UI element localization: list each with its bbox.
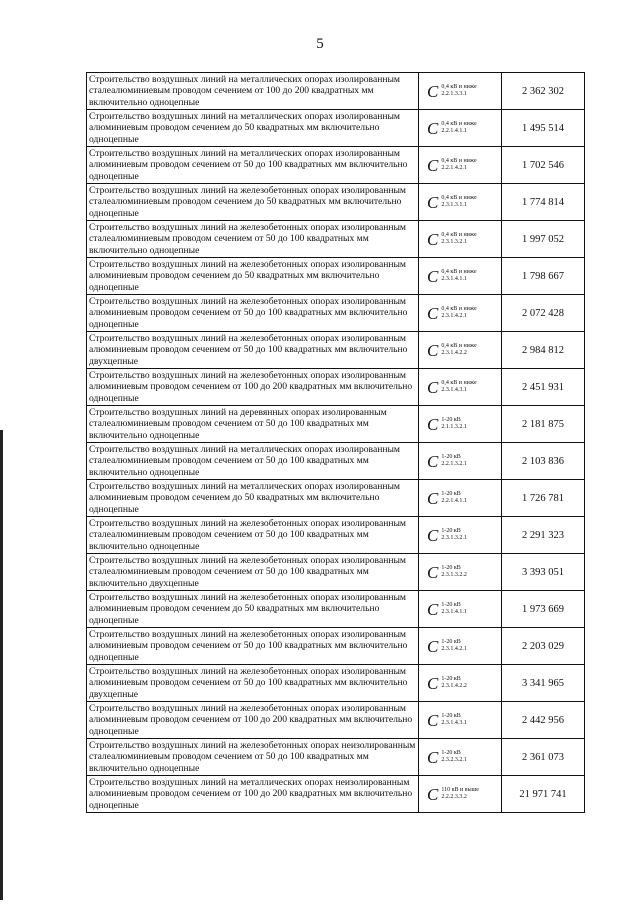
row-description: Строительство воздушных линий на металлических опорах неизолированным алюминиевым проводом сечением от 100 до 200 квадратных мм включительно одноцепные: [87, 776, 419, 813]
table-row: [87, 147, 585, 184]
row-description: Строительство воздушных линий на металлических опорах изолированным сталеалюминиевым проводом сечением от 50 до 100 квадратных мм включительно одноцепные: [87, 443, 419, 480]
row-description: Строительство воздушных линий на металлических опорах изолированным алюминиевым проводом сечением до 50 квадратных мм включительно одноцепные: [87, 110, 419, 147]
rate-code: 2.3.1.4.2.2: [441, 350, 467, 356]
row-description: Строительство воздушных линий на металлических опорах изолированным алюминиевым проводом сечением от 50 до 100 квадратных мм включительно одноцепные: [87, 147, 419, 184]
voltage-label: 0,4 кВ и ниже: [441, 342, 477, 349]
rate-symbol: C: [427, 451, 439, 471]
rate-code: 2.3.1.4.2.2: [441, 683, 467, 689]
row-code-cell: [419, 665, 502, 702]
row-code-cell: [419, 147, 502, 184]
row-description: Строительство воздушных линий на металлических опорах изолированным сталеалюминиевым проводом сечением от 100 до 200 квадратных мм включительно одноцепные: [87, 73, 419, 110]
rate-symbol: C: [427, 155, 439, 175]
row-code-cell: [419, 221, 502, 258]
row-code-cell: [419, 369, 502, 406]
row-value: 1 973 669: [502, 591, 585, 628]
row-code-cell: [419, 480, 502, 517]
rate-symbol: C: [427, 488, 439, 508]
rate-code: 2.2.1.3.3.1: [441, 91, 467, 97]
row-description: Строительство воздушных линий на железобетонных опорах изолированным алюминиевым проводом сечением от 100 до 200 квадратных мм включительно одноцепные: [87, 369, 419, 406]
rate-symbol: C: [427, 599, 439, 619]
voltage-label: 0,4 кВ и ниже: [441, 231, 477, 238]
row-description: Строительство воздушных линий на железобетонных опорах изолированным сталеалюминиевым проводом сечением от 50 до 100 квадратных мм включительно одноцепные: [87, 221, 419, 258]
row-value: 3 393 051: [502, 554, 585, 591]
table-row: [87, 406, 585, 443]
row-description: Строительство воздушных линий на железобетонных опорах изолированным алюминиевым проводом сечением от 50 до 100 квадратных мм включительно двухцепные: [87, 665, 419, 702]
rate-code: 2.3.1.4.3.1: [441, 720, 467, 726]
rate-symbol: C: [427, 525, 439, 545]
row-value: 2 362 302: [502, 73, 585, 110]
rate-code: 2.2.1.4.2.1: [441, 165, 467, 171]
rate-code: 2.3.2.3.2.1: [441, 757, 467, 763]
rate-code: 2.3.1.3.2.1: [441, 535, 467, 541]
row-value: 1 495 514: [502, 110, 585, 147]
row-code-cell: [419, 184, 502, 221]
row-value: 2 442 956: [502, 702, 585, 739]
voltage-label: 0,4 кВ и ниже: [441, 379, 477, 386]
row-code-cell: [419, 73, 502, 110]
rate-code: 2.3.1.4.1.1: [441, 276, 467, 282]
rate-symbol: C: [427, 192, 439, 212]
rate-code: 2.3.1.4.3.1: [441, 387, 467, 393]
rate-code: 2.3.1.4.2.1: [441, 313, 467, 319]
voltage-label: 1-20 кВ: [441, 638, 461, 645]
voltage-label: 1-20 кВ: [441, 490, 461, 497]
rate-symbol: C: [427, 414, 439, 434]
table-row: [87, 221, 585, 258]
voltage-label: 1-20 кВ: [441, 601, 461, 608]
voltage-label: 0,4 кВ и ниже: [441, 120, 477, 127]
row-code-cell: [419, 110, 502, 147]
voltage-label: 110 кВ и выше: [441, 786, 479, 793]
voltage-label: 1-20 кВ: [441, 527, 461, 534]
voltage-label: 0,4 кВ и ниже: [441, 194, 477, 201]
rate-code: 2.1.1.3.2.1: [441, 424, 467, 430]
table-row: [87, 776, 585, 813]
rate-code: 2.2.1.3.2.1: [441, 461, 467, 467]
row-code-cell: [419, 258, 502, 295]
rate-code: 2.3.1.3.1.1: [441, 202, 467, 208]
row-code-cell: [419, 554, 502, 591]
rate-code: 2.2.1.4.1.1: [441, 498, 467, 504]
voltage-label: 0,4 кВ и ниже: [441, 157, 477, 164]
row-description: Строительство воздушных линий на железобетонных опорах изолированным алюминиевым проводом сечением до 50 квадратных мм включительно одноцепные: [87, 591, 419, 628]
table-row: [87, 739, 585, 776]
table-row: [87, 295, 585, 332]
voltage-label: 1-20 кВ: [441, 712, 461, 719]
row-value: 2 984 812: [502, 332, 585, 369]
row-description: Строительство воздушных линий на металлических опорах изолированным алюминиевым проводом сечением до 50 квадратных мм включительно одноцепные: [87, 480, 419, 517]
voltage-label: 1-20 кВ: [441, 675, 461, 682]
row-code-cell: [419, 406, 502, 443]
row-description: Строительство воздушных линий на железобетонных опорах изолированным сталеалюминиевым проводом сечением от 50 до 100 квадратных мм включительно двухцепные: [87, 554, 419, 591]
row-code-cell: [419, 443, 502, 480]
rate-code: 2.2.1.4.1.1: [441, 128, 467, 134]
rate-symbol: C: [427, 266, 439, 286]
table-row: [87, 332, 585, 369]
rate-symbol: C: [427, 673, 439, 693]
rate-code: 2.3.1.4.1.1: [441, 609, 467, 615]
table-row: [87, 591, 585, 628]
row-value: 1 702 546: [502, 147, 585, 184]
voltage-label: 1-20 кВ: [441, 564, 461, 571]
rate-symbol: C: [427, 340, 439, 360]
row-value: 2 361 073: [502, 739, 585, 776]
rate-symbol: C: [427, 710, 439, 730]
table-row: [87, 110, 585, 147]
row-value: 2 203 029: [502, 628, 585, 665]
row-code-cell: [419, 517, 502, 554]
rate-symbol: C: [427, 636, 439, 656]
row-value: 2 072 428: [502, 295, 585, 332]
table-row: [87, 480, 585, 517]
row-description: Строительство воздушных линий на железобетонных опорах изолированным алюминиевым проводом сечением от 50 до 100 квадратных мм включительно одноцепные: [87, 628, 419, 665]
rate-symbol: C: [427, 562, 439, 582]
row-value: 21 971 741: [502, 776, 585, 813]
page-number: 5: [316, 36, 324, 52]
row-code-cell: [419, 332, 502, 369]
table-row: [87, 184, 585, 221]
row-description: Строительство воздушных линий на железобетонных опорах изолированным алюминиевым проводом сечением от 50 до 100 квадратных мм включительно двухцепные: [87, 332, 419, 369]
row-value: 1 997 052: [502, 221, 585, 258]
row-value: 3 341 965: [502, 665, 585, 702]
row-value: 1 726 781: [502, 480, 585, 517]
rate-code: 2.3.1.3.2.1: [441, 239, 467, 245]
row-value: 1 774 814: [502, 184, 585, 221]
voltage-label: 0,4 кВ и ниже: [441, 83, 477, 90]
voltage-label: 1-20 кВ: [441, 416, 461, 423]
table-row: [87, 258, 585, 295]
rate-symbol: C: [427, 784, 439, 804]
row-code-cell: [419, 776, 502, 813]
rate-symbol: C: [427, 118, 439, 138]
table-row: [87, 73, 585, 110]
row-description: Строительство воздушных линий на железобетонных опорах изолированным алюминиевым проводом сечением от 100 до 200 квадратных мм включительно одноцепные: [87, 702, 419, 739]
row-value: 2 103 836: [502, 443, 585, 480]
row-code-cell: [419, 591, 502, 628]
row-code-cell: [419, 739, 502, 776]
row-description: Строительство воздушных линий на железобетонных опорах изолированным сталеалюминиевым проводом сечением до 50 квадратных мм включительно одноцепные: [87, 184, 419, 221]
rate-code: 2.3.1.3.2.2: [441, 572, 467, 578]
row-value: 2 181 875: [502, 406, 585, 443]
row-description: Строительство воздушных линий на железобетонных опорах изолированным сталеалюминиевым проводом сечением от 50 до 100 квадратных мм включительно одноцепные: [87, 517, 419, 554]
rate-symbol: C: [427, 229, 439, 249]
table-row: [87, 702, 585, 739]
row-description: Строительство воздушных линий на железобетонных опорах изолированным алюминиевым проводом сечением от 50 до 100 квадратных мм включительно одноцепные: [87, 295, 419, 332]
row-value: 1 798 667: [502, 258, 585, 295]
rate-code: 2.3.1.4.2.1: [441, 646, 467, 652]
voltage-label: 1-20 кВ: [441, 453, 461, 460]
voltage-label: 0,4 кВ и ниже: [441, 305, 477, 312]
rate-symbol: C: [427, 81, 439, 101]
rates-table: [86, 72, 585, 813]
table-row: [87, 443, 585, 480]
table-row: [87, 554, 585, 591]
row-value: 2 451 931: [502, 369, 585, 406]
table-row: [87, 628, 585, 665]
table-row: [87, 369, 585, 406]
row-code-cell: [419, 295, 502, 332]
table-row: [87, 665, 585, 702]
voltage-label: 1-20 кВ: [441, 749, 461, 756]
rate-code: 2.2.2.3.3.2: [441, 794, 467, 800]
row-code-cell: [419, 702, 502, 739]
rate-symbol: C: [427, 303, 439, 323]
row-code-cell: [419, 628, 502, 665]
table-row: [87, 517, 585, 554]
row-value: 2 291 323: [502, 517, 585, 554]
row-description: Строительство воздушных линий на деревянных опорах изолированным сталеалюминиевым проводом сечением от 50 до 100 квадратных мм включительно одноцепные: [87, 406, 419, 443]
rate-symbol: C: [427, 377, 439, 397]
voltage-label: 0,4 кВ и ниже: [441, 268, 477, 275]
rate-symbol: C: [427, 747, 439, 767]
scan-edge: [0, 430, 3, 900]
row-description: Строительство воздушных линий на железобетонных опорах неизолированным сталеалюминиевым проводом сечением от 50 до 100 квадратных мм включительно одноцепные: [87, 739, 419, 776]
row-description: Строительство воздушных линий на железобетонных опорах изолированным алюминиевым проводом сечением до 50 квадратных мм включительно одноцепные: [87, 258, 419, 295]
